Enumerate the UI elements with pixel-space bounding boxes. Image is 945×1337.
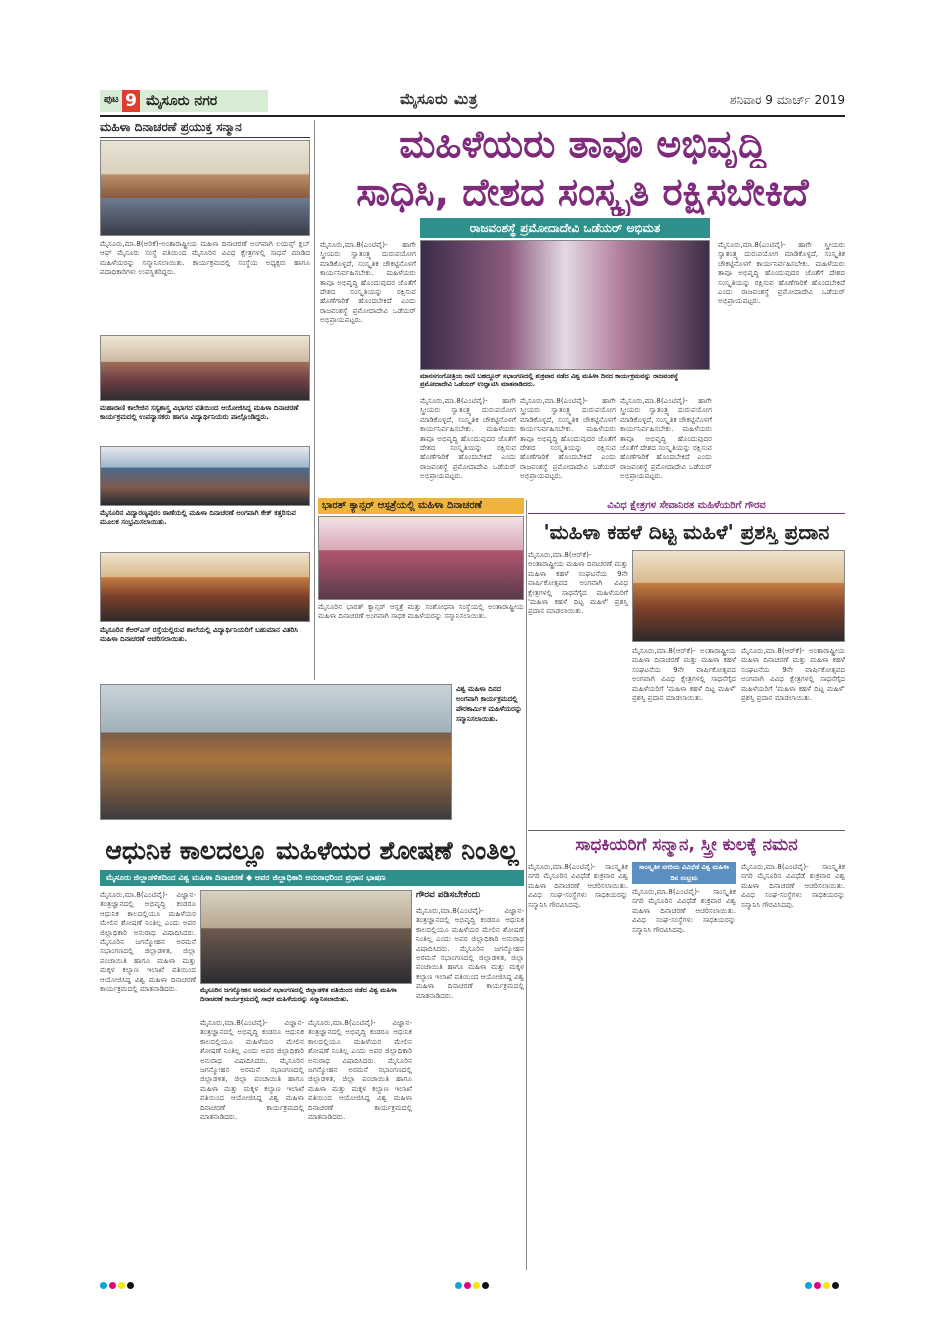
header-rule: [100, 115, 845, 117]
registration-dots-center: [455, 1274, 491, 1282]
sadhaki-kicker: ಸಾಂಸ್ಕೃತಿಕ ನಗರಿಯ ವಿವಿಧೆಡೆ ವಿಶ್ವ ಮಹಿಳಾ ದಿನ ಸಂಭ್ರಮ: [632, 862, 736, 884]
cancer-story-headline: ಭಾರತ್ ಕ್ಯಾನ್ಸರ್ ಆಸ್ಪತ್ರೆಯಲ್ಲಿ ಮಹಿಳಾ ದಿನಾಚರಣೆ: [318, 498, 524, 514]
left-top-body: ಮೈಸೂರು,ಮಾ.8(ಅರಿಕೆ)-ಅಂತಾರಾಷ್ಟ್ರೀಯ ಮಹಿಳಾ ದಿನಾಚರಣೆ ಅಂಗವಾಗಿ ಲಯನ್ಸ್ ಕ್ಲಬ್ ಆಫ್ ಮೈಸೂರು ಸಂಸ್ಥೆ ವತಿಯಿಂದ ಮೈಸೂರಿನ ವಿವಿಧ ಕ್ಷೇತ್ರಗಳಲ್ಲಿ ಸಾಧನೆ ಮಾಡಿದ ಮಹಿಳೆಯರನ್ನು ಸನ್ಮಾನಿಸಲಾಯಿತು. ಕಾರ್ಯಕ್ರಮದಲ್ಲಿ ಸಂಸ್ಥೆಯ ಅಧ್ಯಕ್ಷರು ಹಾಗೂ ಪದಾಧಿಕಾರಿಗಳು ಉಪಸ್ಥಿತರಿದ್ದರು.: [100, 239, 310, 277]
cancer-story-body: ಮೈಸೂರಿನ ಭಾರತ್ ಕ್ಯಾನ್ಸರ್ ಆಸ್ಪತ್ರೆ ಮತ್ತು ಸಂಶೋಧನಾ ಸಂಸ್ಥೆಯಲ್ಲಿ ಅಂತಾರಾಷ್ಟ್ರೀಯ ಮಹಿಳಾ ದಿನಾಚರಣೆ ಅಂಗವಾಗಿ ಸಾಧಕ ಮಹಿಳೆಯರನ್ನು ಸನ್ಮಾನಿಸಲಾಯಿತು.: [318, 602, 524, 621]
main-headline-line-1: ಮಹಿಳೆಯರು ತಾವೂ ಅಭಿವೃದ್ಧಿ: [399, 122, 766, 166]
section-title: ಮೈಸೂರು ನಗರ: [146, 93, 218, 109]
bottom-body-col1: ಮೈಸೂರು,ಮಾ.8(ಎಂಟಿವೈ)- ವಿಜ್ಞಾನ-ತಂತ್ರಜ್ಞಾನದಲ್ಲಿ ಅಭಿವೃದ್ಧಿ ಕಂಡರೂ ಆಧುನಿಕ ಕಾಲದಲ್ಲಿಯೂ ಮಹಿಳೆಯರ ಮೇಲಿನ ಶೋಷಣೆ ನಿಂತಿಲ್ಲ ಎಂದು ಅಪರ ಜಿಲ್ಲಾಧಿಕಾರಿ ಅನುರಾಧ ವಿಷಾದಿಸಿದರು. ಮೈಸೂರಿನ ಜಗನ್ಮೋಹನ ಅರಮನೆ ಸಭಾಂಗಣದಲ್ಲಿ ಜಿಲ್ಲಾಡಳಿತ, ಜಿಲ್ಲಾ ಪಂಚಾಯಿತಿ ಹಾಗೂ ಮಹಿಳಾ ಮತ್ತು ಮಕ್ಕಳ ಕಲ್ಯಾಣ ಇಲಾಖೆ ವತಿಯಿಂದ ಆಯೋಜಿಸಿದ್ದ ವಿಶ್ವ ಮಹಿಳಾ ದಿನಾಚರಣೆ ಕಾರ್ಯಕ್ರಮದಲ್ಲಿ ಮಾತನಾಡಿದರು.: [100, 890, 196, 994]
bottom-headline: ಆಧುನಿಕ ಕಾಲದಲ್ಲೂ ಮಹಿಳೆಯರ ಶೋಷಣೆ ನಿಂತಿಲ್ಲ: [105, 836, 519, 865]
speaker-stage-photo: [420, 240, 710, 370]
school-event-photo: [100, 552, 310, 622]
bottom-body-col3: ಮೈಸೂರು,ಮಾ.8(ಎಂಟಿವೈ)- ವಿಜ್ಞಾನ-ತಂತ್ರಜ್ಞಾನದಲ್ಲಿ ಅಭಿವೃದ್ಧಿ ಕಂಡರೂ ಆಧುನಿಕ ಕಾಲದಲ್ಲಿಯೂ ಮಹಿಳೆಯರ ಮೇಲಿನ ಶೋಷಣೆ ನಿಂತಿಲ್ಲ ಎಂದು ಅಪರ ಜಿಲ್ಲಾಧಿಕಾರಿ ಅನುರಾಧ ವಿಷಾದಿಸಿದರು. ಮೈಸೂರಿನ ಜಗನ್ಮೋಹನ ಅರಮನೆ ಸಭಾಂಗಣದಲ್ಲಿ ಜಿಲ್ಲಾಡಳಿತ, ಜಿಲ್ಲಾ ಪಂಚಾಯಿತಿ ಹಾಗೂ ಮಹಿಳಾ ಮತ್ತು ಮಕ್ಕಳ ಕಲ್ಯಾಣ ಇಲಾಖೆ ವತಿಯಿಂದ ಆಯೋಜಿಸಿದ್ದ ವಿಶ್ವ ಮಹಿಳಾ ದಿನಾಚರಣೆ ಕಾರ್ಯಕ್ರಮದಲ್ಲಿ ಮಾತನಾಡಿದರು.: [308, 1018, 412, 1122]
bottom-subhead: ಗೌರವ ಪಡಿಸಬೇಕೆಂದು: [416, 890, 481, 900]
section-tag: [100, 90, 268, 112]
page-number: 9: [122, 90, 140, 112]
sadhaki-body-col1: ಮೈಸೂರು,ಮಾ.8(ಎಂಟಿವೈ)- ಸಾಂಸ್ಕೃತಿಕ ನಗರಿ ಮೈಸೂರಿನ ವಿವಿಧೆಡೆ ಶುಕ್ರವಾರ ವಿಶ್ವ ಮಹಿಳಾ ದಿನಾಚರಣೆ ಆಚರಿಸಲಾಯಿತು. ವಿವಿಧ ಸಂಘ-ಸಂಸ್ಥೆಗಳು ಸಾಧಕಿಯರನ್ನು ಸನ್ಮಾನಿಸಿ ಗೌರವಿಸಿದವು.: [528, 862, 628, 909]
masthead: ಮೈಸೂರು ಮಿತ್ರ: [400, 90, 478, 108]
award-story-col3: ಮೈಸೂರು,ಮಾ.8(ಆರ್‌ಕೆ)- ಅಂತಾರಾಷ್ಟ್ರೀಯ ಮಹಿಳಾ ದಿನಾಚರಣೆ ಮತ್ತು ಮಹಿಳಾ ಕಹಳೆ ಸಂಘಟನೆಯ 9ನೇ ವಾರ್ಷಿಕೋತ್ಸವದ ಅಂಗವಾಗಿ ವಿವಿಧ ಕ್ಷೇತ್ರಗಳಲ್ಲಿ ಸಾಧನೆಗೈದ ಮಹಿಳೆಯರಿಗೆ 'ಮಹಿಳಾ ಕಹಳೆ ದಿಟ್ಟ ಮಹಿಳೆ' ಪ್ರಶಸ್ತಿ ಪ್ರದಾನ ಮಾಡಲಾಯಿತು.: [741, 646, 845, 703]
group-photo: [100, 684, 452, 820]
main-story-col3: ಮೈಸೂರು,ಮಾ.8(ಎಂಟಿವೈ)- ಹಾಗೇ ಸ್ತ್ರೀಯರು ಸ್ವಾತಂತ್ರ್ಯ ದುರುಪಯೋಗ ಮಾಡಿಕೊಳ್ಳದೆ, ಸಂಸ್ಕೃತಿಕ ಚೌಕಟ್ಟಿನೊಳಗೆ ಕಾರ್ಯನಿರ್ವಹಿಸಬೇಕು. ಮಹಿಳೆಯರು ತಾವೂ ಅಭಿವೃದ್ಧಿ ಹೊಂದುವುದರ ಜೊತೆಗೆ ದೇಶದ ಸಂಸ್ಕೃತಿಯನ್ನು ರಕ್ಷಿಸುವ ಹೊಣೆಗಾರಿಕೆ ಹೊಂದಬೇಕಿದೆ ಎಂದು ರಾಜವಂಶಸ್ಥೆ ಪ್ರಮೋದಾದೇವಿ ಒಡೆಯರ್ ಅಭಿಪ್ರಾಯಪಟ್ಟರು.: [520, 396, 616, 481]
district-event-caption: ಮೈಸೂರಿನ ಜಗನ್ಮೋಹನ ಅರಮನೆ ಸಭಾಂಗಣದಲ್ಲಿ ಜಿಲ್ಲಾಡಳಿತ ವತಿಯಿಂದ ನಡೆದ ವಿಶ್ವ ಮಹಿಳಾ ದಿನಾಚರಣೆ ಕಾರ್ಯಕ್ರಮದಲ್ಲಿ ಸಾಧಕ ಮಹಿಳೆಯರನ್ನು ಸನ್ಮಾನಿಸಲಾಯಿತು.: [200, 986, 397, 1003]
bottom-bullets: ಮೈಸೂರು ಜಿಲ್ಲಾಡಳಿತದಿಂದ ವಿಶ್ವ ಮಹಿಳಾ ದಿನಾಚರಣೆ ◆ ಅವರ ಜಿಲ್ಲಾಧಿಕಾರಿ ಅನುರಾಧರಿಂದ ಪ್ರಧಾನ ಭಾಷಣ: [100, 870, 524, 886]
registration-dots-left: [100, 1274, 136, 1282]
left-top-headline: ಮಹಿಳಾ ದಿನಾಚರಣೆ ಪ್ರಯುಕ್ತ ಸನ್ಮಾನ: [100, 120, 310, 138]
group-photo-caption: ವಿಶ್ವ ಮಹಿಳಾ ದಿನದ ಅಂಗವಾಗಿ ಕಾರ್ಯಕ್ರಮದಲ್ಲಿ ಪೌರಕಾರ್ಮಿಕ ಮಹಿಳೆಯರನ್ನು ಸನ್ಮಾನಿಸಲಾಯಿತು.: [456, 685, 522, 723]
bottom-body-col2: ಮೈಸೂರು,ಮಾ.8(ಎಂಟಿವೈ)- ವಿಜ್ಞಾನ-ತಂತ್ರಜ್ಞಾನದಲ್ಲಿ ಅಭಿವೃದ್ಧಿ ಕಂಡರೂ ಆಧುನಿಕ ಕಾಲದಲ್ಲಿಯೂ ಮಹಿಳೆಯರ ಮೇಲಿನ ಶೋಷಣೆ ನಿಂತಿಲ್ಲ ಎಂದು ಅಪರ ಜಿಲ್ಲಾಧಿಕಾರಿ ಅನುರಾಧ ವಿಷಾದಿಸಿದರು. ಮೈಸೂರಿನ ಜಗನ್ಮೋಹನ ಅರಮನೆ ಸಭಾಂಗಣದಲ್ಲಿ ಜಿಲ್ಲಾಡಳಿತ, ಜಿಲ್ಲಾ ಪಂಚಾಯಿತಿ ಹಾಗೂ ಮಹಿಳಾ ಮತ್ತು ಮಕ್ಕಳ ಕಲ್ಯಾಣ ಇಲಾಖೆ ವತಿಯಿಂದ ಆಯೋಜಿಸಿದ್ದ ವಿಶ್ವ ಮಹಿಳಾ ದಿನಾಚರಣೆ ಕಾರ್ಯಕ್ರಮದಲ್ಲಿ ಮಾತನಾಡಿದರು.: [200, 1018, 304, 1122]
award-story-col2: ಮೈಸೂರು,ಮಾ.8(ಆರ್‌ಕೆ)- ಅಂತಾರಾಷ್ಟ್ರೀಯ ಮಹಿಳಾ ದಿನಾಚರಣೆ ಮತ್ತು ಮಹಿಳಾ ಕಹಳೆ ಸಂಘಟನೆಯ 9ನೇ ವಾರ್ಷಿಕೋತ್ಸವದ ಅಂಗವಾಗಿ ವಿವಿಧ ಕ್ಷೇತ್ರಗಳಲ್ಲಿ ಸಾಧನೆಗೈದ ಮಹಿಳೆಯರಿಗೆ 'ಮಹಿಳಾ ಕಹಳೆ ದಿಟ್ಟ ಮಹಿಳೆ' ಪ್ರಶಸ್ತಿ ಪ್ರದಾನ ಮಾಡಲಾಯಿತು.: [632, 646, 736, 703]
main-subhead-band: ರಾಜವಂಶಸ್ಥೆ ಪ್ರಮೋದಾದೇವಿ ಒಡೆಯರ್ ಅಭಿಮತ: [420, 218, 710, 238]
main-story-body: ಮೈಸೂರು,ಮಾ.8(ಎಂಟಿವೈ)- ಹಾಗೇ ಸ್ತ್ರೀಯರು ಸ್ವಾತಂತ್ರ್ಯ ದುರುಪಯೋಗ ಮಾಡಿಕೊಳ್ಳದೆ, ಸಂಸ್ಕೃತಿಕ ಚೌಕಟ್ಟಿನೊಳಗೆ ಕಾರ್ಯನಿರ್ವಹಿಸಬೇಕು. ಮಹಿಳೆಯರು ತಾವೂ ಅಭಿವೃದ್ಧಿ ಹೊಂದುವುದರ ಜೊತೆಗೆ ದೇಶದ ಸಂಸ್ಕೃತಿಯನ್ನು ರಕ್ಷಿಸುವ ಹೊಣೆಗಾರಿಕೆ ಹೊಂದಬೇಕಿದೆ ಎಂದು ರಾಜವಂಶಸ್ಥೆ ಪ್ರಮೋದಾದೇವಿ ಒಡೆಯರ್ ಅಭಿಪ್ರಾಯಪಟ್ಟರು.: [320, 240, 416, 325]
college-event-photo: [100, 335, 310, 401]
sadhaki-body-col3: ಮೈಸೂರು,ಮಾ.8(ಎಂಟಿವೈ)- ಸಾಂಸ್ಕೃತಿಕ ನಗರಿ ಮೈಸೂರಿನ ವಿವಿಧೆಡೆ ಶುಕ್ರವಾರ ವಿಶ್ವ ಮಹಿಳಾ ದಿನಾಚರಣೆ ಆಚರಿಸಲಾಯಿತು. ವಿವಿಧ ಸಂಘ-ಸಂಸ್ಥೆಗಳು ಸಾಧಕಿಯರನ್ನು ಸನ್ಮಾನಿಸಿ ಗೌರವಿಸಿದವು.: [741, 862, 845, 909]
police-station-photo: [100, 446, 310, 506]
district-event-photo: [200, 890, 412, 984]
page-label: ಪುಟ: [104, 94, 119, 105]
main-headline-line-2: ಸಾಧಿಸಿ, ದೇಶದ ಸಂಸ್ಕೃತಿ ರಕ್ಷಿಸಬೇಕಿದೆ: [356, 170, 809, 214]
bottom-bullet-2: ಅವರ ಜಿಲ್ಲಾಧಿಕಾರಿ ಅನುರಾಧರಿಂದ ಪ್ರಧಾನ ಭಾಷಣ: [254, 873, 386, 882]
bottom-body-col4: ಮೈಸೂರು,ಮಾ.8(ಎಂಟಿವೈ)- ವಿಜ್ಞಾನ-ತಂತ್ರಜ್ಞಾನದಲ್ಲಿ ಅಭಿವೃದ್ಧಿ ಕಂಡರೂ ಆಧುನಿಕ ಕಾಲದಲ್ಲಿಯೂ ಮಹಿಳೆಯರ ಮೇಲಿನ ಶೋಷಣೆ ನಿಂತಿಲ್ಲ ಎಂದು ಅಪರ ಜಿಲ್ಲಾಧಿಕಾರಿ ಅನುರಾಧ ವಿಷಾದಿಸಿದರು. ಮೈಸೂರಿನ ಜಗನ್ಮೋಹನ ಅರಮನೆ ಸಭಾಂಗಣದಲ್ಲಿ ಜಿಲ್ಲಾಡಳಿತ, ಜಿಲ್ಲಾ ಪಂಚಾಯಿತಿ ಹಾಗೂ ಮಹಿಳಾ ಮತ್ತು ಮಕ್ಕಳ ಕಲ್ಯಾಣ ಇಲಾಖೆ ವತಿಯಿಂದ ಆಯೋಜಿಸಿದ್ದ ವಿಶ್ವ ಮಹಿಳಾ ದಿನಾಚರಣೆ ಕಾರ್ಯಕ್ರಮದಲ್ಲಿ ಮಾತನಾಡಿದರು.: [416, 906, 524, 1000]
sadhaki-body-col2: ಮೈಸೂರು,ಮಾ.8(ಎಂಟಿವೈ)- ಸಾಂಸ್ಕೃತಿಕ ನಗರಿ ಮೈಸೂರಿನ ವಿವಿಧೆಡೆ ಶುಕ್ರವಾರ ವಿಶ್ವ ಮಹಿಳಾ ದಿನಾಚರಣೆ ಆಚರಿಸಲಾಯಿತು. ವಿವಿಧ ಸಂಘ-ಸಂಸ್ಥೆಗಳು ಸಾಧಕಿಯರನ್ನು ಸನ್ಮಾನಿಸಿ ಗೌರವಿಸಿದವು.: [632, 887, 736, 934]
bottom-bullet-1: ಮೈಸೂರು ಜಿಲ್ಲಾಡಳಿತದಿಂದ ವಿಶ್ವ ಮಹಿಳಾ ದಿನಾಚರಣೆ: [106, 873, 244, 882]
sadhaki-top-rule: [528, 830, 845, 831]
award-ceremony-photo: [100, 140, 310, 236]
award-story-body: ಮೈಸೂರು,ಮಾ.8(ಆರ್‌ಕೆ)- ಅಂತಾರಾಷ್ಟ್ರೀಯ ಮಹಿಳಾ ದಿನಾಚರಣೆ ಮತ್ತು ಮಹಿಳಾ ಕಹಳೆ ಸಂಘಟನೆಯ 9ನೇ ವಾರ್ಷಿಕೋತ್ಸವದ ಅಂಗವಾಗಿ ವಿವಿಧ ಕ್ಷೇತ್ರಗಳಲ್ಲಿ ಸಾಧನೆಗೈದ ಮಹಿಳೆಯರಿಗೆ 'ಮಹಿಳಾ ಕಹಳೆ ದಿಟ್ಟ ಮಹಿಳೆ' ಪ್ರಶಸ್ತಿ ಪ್ರದಾನ ಮಾಡಲಾಯಿತು.: [528, 550, 628, 616]
cancer-hospital-photo: [318, 516, 524, 600]
award-story-headline: 'ಮಹಿಳಾ ಕಹಳೆ ದಿಟ್ಟ ಮಹಿಳೆ' ಪ್ರಶಸ್ತಿ ಪ್ರದಾನ: [543, 520, 830, 544]
column-rule: [314, 120, 315, 680]
speaker-photo-caption: ಮಾನಸಗಂಗೋತ್ರಿಯ ರಾಣಿ ಬಹದ್ದೂರ್ ಸಭಾಂಗಣದಲ್ಲಿ ಶುಕ್ರವಾರ ನಡೆದ ವಿಶ್ವ ಮಹಿಳಾ ದಿನದ ಕಾರ್ಯಕ್ರಮವನ್ನು ರಾಜವಂಶಸ್ಥೆ ಪ್ರಮೋದಾದೇವಿ ಒಡೆಯರ್ ಉದ್ಘಾಟಿಸಿ ಮಾತನಾಡಿದರು.: [420, 372, 679, 388]
issue-date: ಶನಿವಾರ 9 ಮಾರ್ಚ್ 2019: [729, 93, 845, 107]
registration-dots-right: [805, 1274, 841, 1282]
award-winners-photo: [632, 550, 845, 642]
police-station-caption: ಮೈಸೂರಿನ ವಿದ್ಯಾರಣ್ಯಪುರಂ ಠಾಣೆಯಲ್ಲಿ ಮಹಿಳಾ ದಿನಾಚರಣೆ ಅಂಗವಾಗಿ ಕೇಕ್ ಕತ್ತರಿಸುವ ಮೂಲಕ ಸಂಭ್ರಮಿಸಲಾಯಿತು.: [100, 509, 296, 526]
award-story-kicker: ವಿವಿಧ ಕ್ಷೇತ್ರಗಳ ಸೇವಾನಿರತ ಮಹಿಳೆಯರಿಗೆ ಗೌರವ: [528, 500, 845, 514]
sadhaki-headline: ಸಾಧಕಿಯರಿಗೆ ಸನ್ಮಾನ, ಸ್ತ್ರೀ ಕುಲಕ್ಕೆ ನಮನ: [575, 835, 798, 855]
main-story-col5: ಮೈಸೂರು,ಮಾ.8(ಎಂಟಿವೈ)- ಹಾಗೇ ಸ್ತ್ರೀಯರು ಸ್ವಾತಂತ್ರ್ಯ ದುರುಪಯೋಗ ಮಾಡಿಕೊಳ್ಳದೆ, ಸಂಸ್ಕೃತಿಕ ಚೌಕಟ್ಟಿನೊಳಗೆ ಕಾರ್ಯನಿರ್ವಹಿಸಬೇಕು. ಮಹಿಳೆಯರು ತಾವೂ ಅಭಿವೃದ್ಧಿ ಹೊಂದುವುದರ ಜೊತೆಗೆ ದೇಶದ ಸಂಸ್ಕೃತಿಯನ್ನು ರಕ್ಷಿಸುವ ಹೊಣೆಗಾರಿಕೆ ಹೊಂದಬೇಕಿದೆ ಎಂದು ರಾಜವಂಶಸ್ಥೆ ಪ್ರಮೋದಾದೇವಿ ಒಡೆಯರ್ ಅಭಿಪ್ರಾಯಪಟ್ಟರು.: [718, 240, 845, 306]
main-story-col2: ಮೈಸೂರು,ಮಾ.8(ಎಂಟಿವೈ)- ಹಾಗೇ ಸ್ತ್ರೀಯರು ಸ್ವಾತಂತ್ರ್ಯ ದುರುಪಯೋಗ ಮಾಡಿಕೊಳ್ಳದೆ, ಸಂಸ್ಕೃತಿಕ ಚೌಕಟ್ಟಿನೊಳಗೆ ಕಾರ್ಯನಿರ್ವಹಿಸಬೇಕು. ಮಹಿಳೆಯರು ತಾವೂ ಅಭಿವೃದ್ಧಿ ಹೊಂದುವುದರ ಜೊತೆಗೆ ದೇಶದ ಸಂಸ್ಕೃತಿಯನ್ನು ರಕ್ಷಿಸುವ ಹೊಣೆಗಾರಿಕೆ ಹೊಂದಬೇಕಿದೆ ಎಂದು ರಾಜವಂಶಸ್ಥೆ ಪ್ರಮೋದಾದೇವಿ ಒಡೆಯರ್ ಅಭಿಪ್ರಾಯಪಟ್ಟರು.: [420, 396, 516, 481]
school-event-caption: ಮೈಸೂರಿನ ಕೆಆರ್‌ಎಸ್ ರಸ್ತೆಯಲ್ಲಿರುವ ಶಾಲೆಯಲ್ಲಿ ವಿದ್ಯಾರ್ಥಿನಿಯರಿಗೆ ಬಹುಮಾನ ವಿತರಿಸಿ ಮಹಿಳಾ ದಿನಾಚರಣೆ ಆಚರಿಸಲಾಯಿತು.: [100, 626, 299, 643]
page-header: [100, 88, 845, 114]
main-story-col4: ಮೈಸೂರು,ಮಾ.8(ಎಂಟಿವೈ)- ಹಾಗೇ ಸ್ತ್ರೀಯರು ಸ್ವಾತಂತ್ರ್ಯ ದುರುಪಯೋಗ ಮಾಡಿಕೊಳ್ಳದೆ, ಸಂಸ್ಕೃತಿಕ ಚೌಕಟ್ಟಿನೊಳಗೆ ಕಾರ್ಯನಿರ್ವಹಿಸಬೇಕು. ಮಹಿಳೆಯರು ತಾವೂ ಅಭಿವೃದ್ಧಿ ಹೊಂದುವುದರ ಜೊತೆಗೆ ದೇಶದ ಸಂಸ್ಕೃತಿಯನ್ನು ರಕ್ಷಿಸುವ ಹೊಣೆಗಾರಿಕೆ ಹೊಂದಬೇಕಿದೆ ಎಂದು ರಾಜವಂಶಸ್ಥೆ ಪ್ರಮೋದಾದೇವಿ ಒಡೆಯರ್ ಅಭಿಪ್ರಾಯಪಟ್ಟರು.: [620, 396, 712, 481]
right-column-rule: [526, 500, 527, 1270]
college-event-caption: ಮಹಾರಾಣಿ ಕಾಲೇಜಿನ ಸಸ್ಯಶಾಸ್ತ್ರ ವಿಭಾಗದ ವತಿಯಿಂದ ಆಯೋಜಿಸಿದ್ದ ಮಹಿಳಾ ದಿನಾಚರಣೆ ಕಾರ್ಯಕ್ರಮದಲ್ಲಿ ಉಪನ್ಯಾಸಕರು ಹಾಗೂ ವಿದ್ಯಾರ್ಥಿನಿಯರು ಪಾಲ್ಗೊಂಡಿದ್ದರು.: [100, 404, 299, 421]
